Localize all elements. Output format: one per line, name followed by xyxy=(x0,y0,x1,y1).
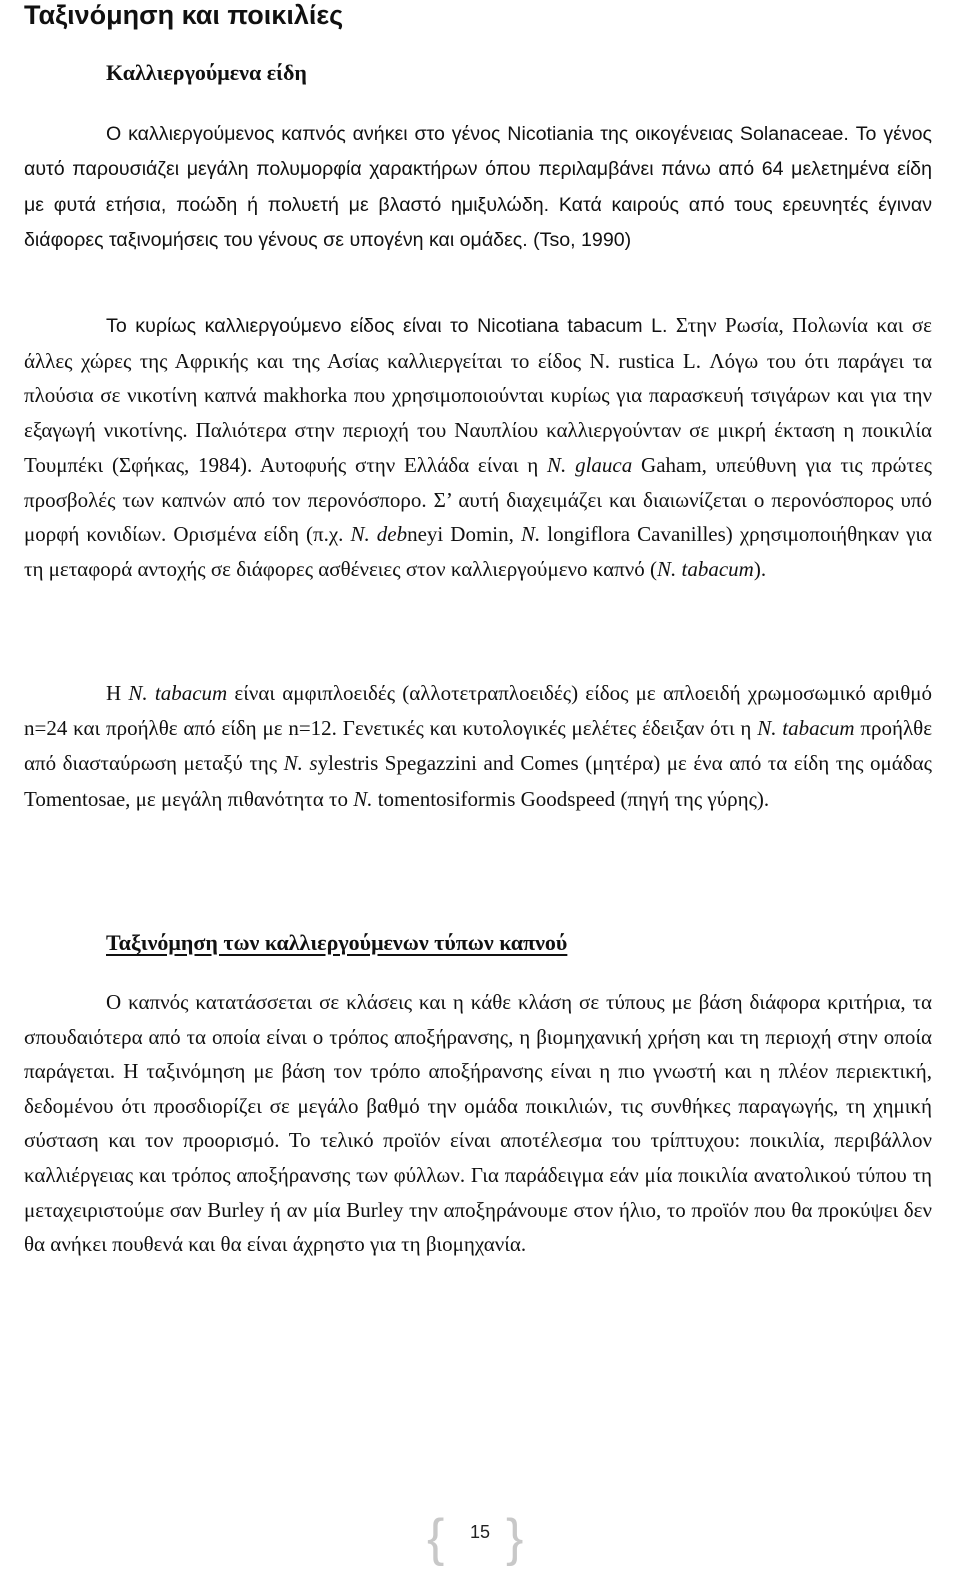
paragraph-text: longiflora Cavanilles) χρησιμοποιήθηκαν για τη μεταφορά αντοχής σε διάφορες ασθένειες στον καλλιεργούμενο καπνό ( xyxy=(24,522,933,581)
left-brace-icon: { xyxy=(427,1509,445,1567)
page-footer xyxy=(0,1508,960,1568)
right-brace-icon: } xyxy=(506,1509,524,1567)
species-name: N. tabacum xyxy=(657,556,754,581)
paragraph-text: Gaham, υπεύθυνη για τις πρώτες προσβολές των καπνών από τον περονόσπορο. Σ’ αυτή διαχειμάζει και διαιωνίζεται ο περονόσπορος υπό μορφή κονιδίων. Ορισμένα είδη (π.χ. xyxy=(24,452,933,547)
paragraph-text: είναι αμφιπλοειδές (αλλοτετραπλοειδές) είδος με απλοειδή χρωμοσωμικό αριθμό n=24 και προήλθε από είδη με n=12. Γενετικές και κυτολογικές μελέτες έδειξαν ότι η xyxy=(24,681,933,741)
paragraph-text: Η xyxy=(106,681,129,705)
species-name: N. glauca xyxy=(547,452,633,477)
paragraph-text: Ο καλλιεργούμενος καπνός ανήκει στο γένος Nicotiania της οικογένειας Solanaceae. Το γένος αυτό παρουσιάζει μεγάλη πολυμορφία χαρακτήρων όπου περιλαμβάνει πάνω από 64 μελετημένα είδη με φυτά ετήσια, ποώδη ή πολυετή με βλαστό ημιξυλώδη. xyxy=(24,123,932,216)
paragraph-text: Κατά καιρούς από τους ερευνητές έγιναν διάφορες ταξινομήσεις του γένους σε υπογένη και ομάδες. (Tso, 1990) xyxy=(24,193,933,252)
page-heading: Ταξινόμηση και ποικιλίες xyxy=(24,0,344,30)
paragraph-genus-description xyxy=(24,116,932,258)
species-name: N. s xyxy=(283,751,318,776)
species-name: N. xyxy=(353,786,373,811)
species-name: N. tabacum xyxy=(128,681,228,705)
paragraph-text: Το κυρίως καλλιεργούμενο είδος είναι το Nicotiana tabacum L. xyxy=(106,315,668,337)
paragraph-text: ylestris Spegazzini and Comes (μητέρα) με ένα από τα είδη της ομάδας Tomentosae, με μεγάλη πιθανότητα το xyxy=(24,751,932,811)
section-title-cultivated-species: Καλλιεργούμενα είδη xyxy=(106,60,307,85)
section-title-tobacco-types: Ταξινόμηση των καλλιεργούμενων τύπων καπνού xyxy=(106,930,568,955)
paragraph-classification: Ο καπνός κατατάσσεται σε κλάσεις και η κάθε κλάση σε τύπους με βάση διάφορα κριτήρια, τα σπουδαιότερα από τα οποία είναι ο τρόπος αποξήρανσης, η βιομηχανική χρήση και τη περιοχή στην οποία παράγεται. Η ταξινόμηση με βάση τον τρόπο αποξήρανσης είναι η πιο γνωστή και η πλέον περιεκτική, δεδομένου ότι προσδιορίζει σε μεγάλο βαθμό την ομάδα ποικιλιών, τις συνθήκες παραγωγής, τη χημική σύσταση και τον προορισμό. Το τελικό προϊόν είναι αποτέλεσμα του τρίπτυχου: ποικιλία, περιβάλλον καλλιέργειας και τρόπος αποξήρανσης των φύλλων. Για παράδειγμα εάν μία ποικιλία ανατολικού τύπου τη μεταχειριστούμε σαν Burley ή αν μία Burley την αποξηράνουμε στον ήλιο, το προϊόν που θα προκύψει δεν θα ανήκει πουθενά και θα είναι άχρηστο για τη βιομηχανία. xyxy=(24,990,932,1257)
paragraph-text: προήλθε από διασταύρωση μεταξύ της xyxy=(24,716,933,776)
paragraph-text: neyi Domin, xyxy=(407,522,521,547)
paragraph-text: ). xyxy=(753,556,767,581)
species-name: N. deb xyxy=(350,522,408,547)
paragraph-amphiploid xyxy=(24,676,932,817)
species-name: N. tabacum xyxy=(757,716,855,741)
paragraph-cultivated-species xyxy=(24,308,932,587)
page-number: 15 xyxy=(469,1522,491,1542)
species-name: N. xyxy=(520,522,541,547)
paragraph-text: Στην Ρωσία, Πολωνία και σε άλλες χώρες της Αφρικής και της Ασίας καλλιεργείται το είδος N. rustica L. Λόγω του ότι παράγει τα πλούσια σε νικοτίνη καπνά makhorka που χρησιμοποιούνται κυρίως για παρασκευή τσιγάρων και για την εξαγωγή νικοτίνης. Παλιότερα στην περιοχή του Ναυπλίου καλλιεργούνταν σε μικρή έκταση η ποικιλία Τουμπέκι (Σφήκας, 1984). Αυτοφυής στην Ελλάδα είναι η xyxy=(24,313,932,477)
paragraph-text: tomentosiformis Goodspeed (πηγή της γύρης). xyxy=(372,786,770,811)
